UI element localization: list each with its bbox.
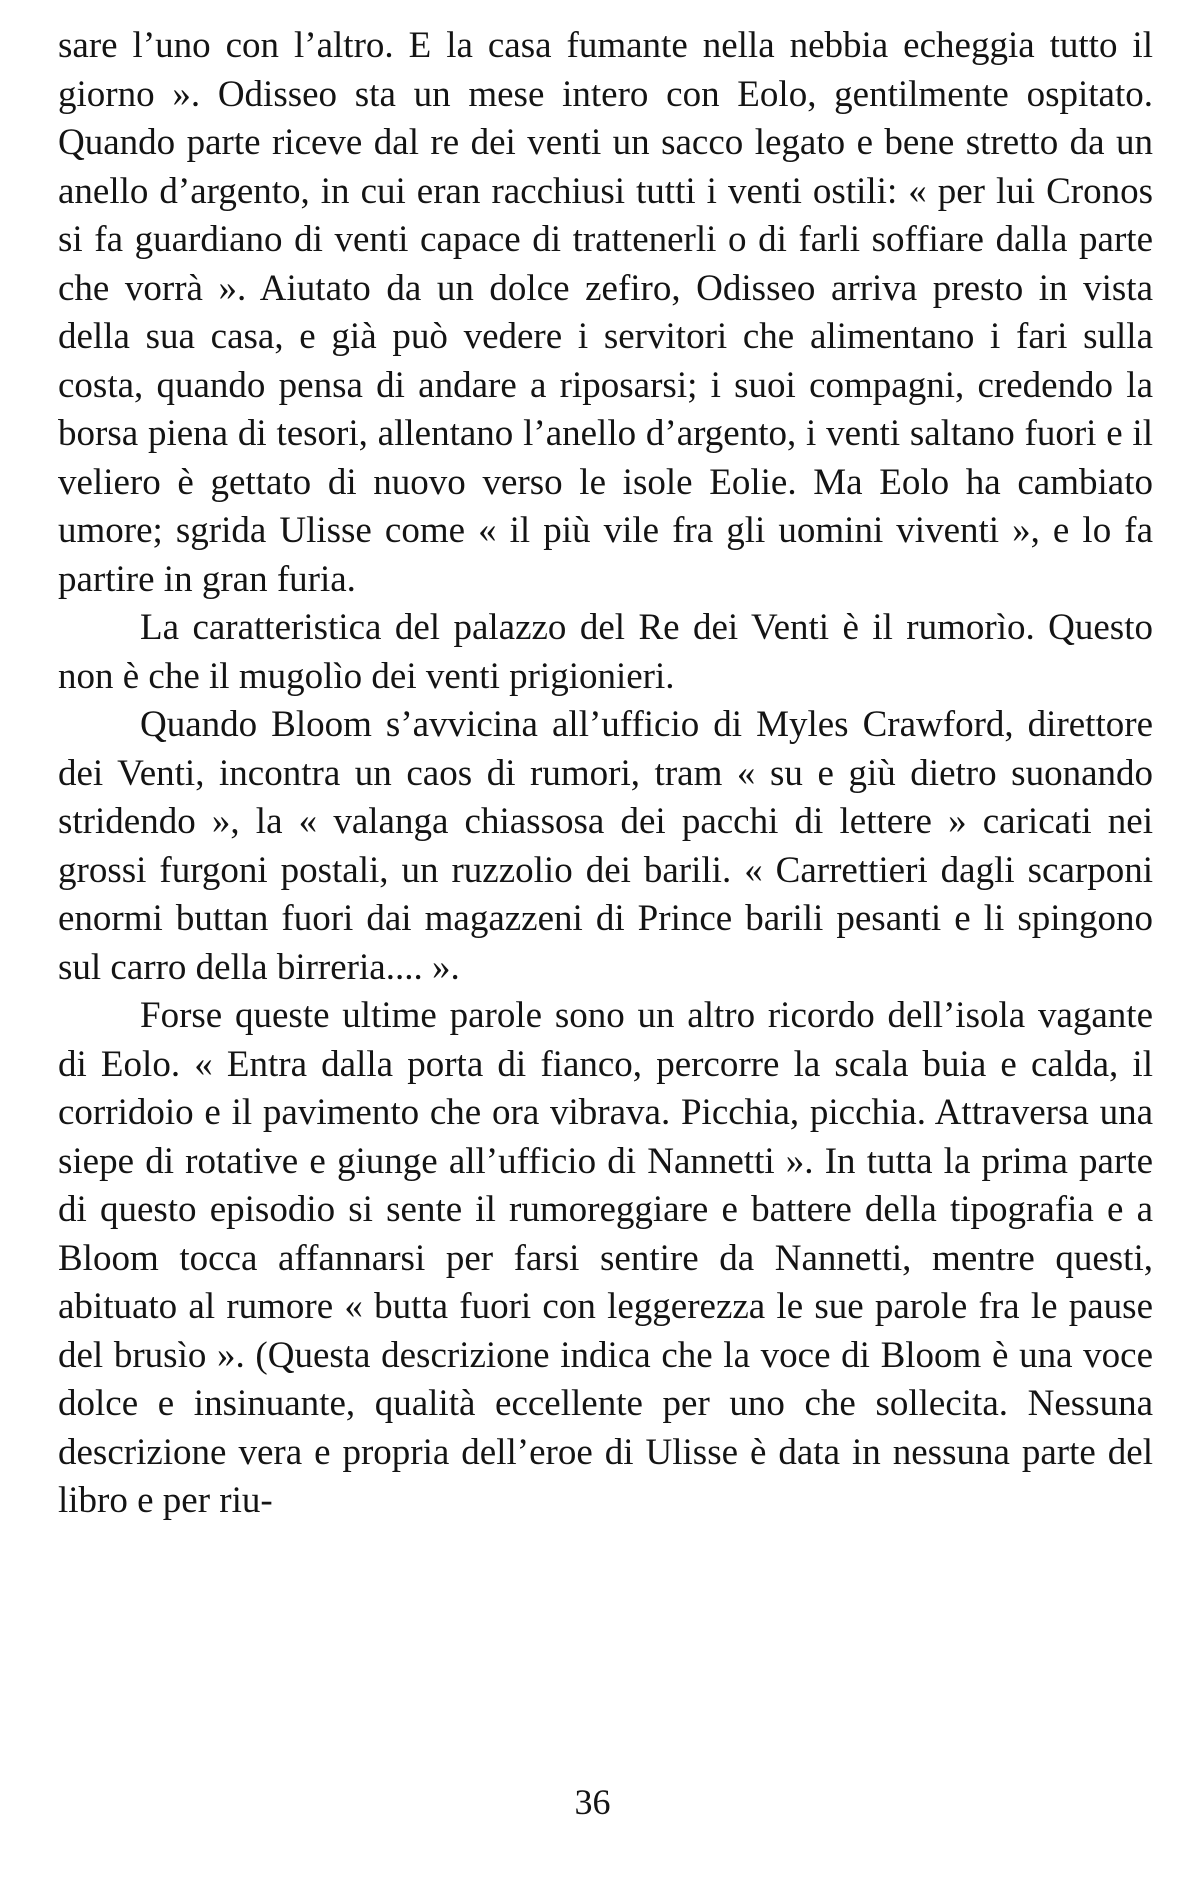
paragraph-4: Forse queste ultime parole sono un altro ricordo dell’isola vagante di Eolo. « Entra dalla porta di fianco, percorre la scala buia e calda, il corridoio e il pavimento che ora vibrava. Picchia, picchia. Attraversa una siepe di rotative e giunge all’ufficio di Nannetti ». In tutta la prima parte di questo episodio si sente il rumoreggiare e battere della tipografia e a Bloom tocca affannarsi per farsi sentire da Nannetti, mentre questi, abituato al rumore « butta fuori con leggerezza le sue parole fra le pause del brusìo ». (Questa descrizione indica che la voce di Bloom è una voce dolce e insinuante, qualità eccellente per uno che sollecita. Nessuna descrizione vera e propria dell’eroe di Ulisse è data in nessuna parte del libro e per riu- <box>58 995 1153 1521</box>
paragraph-3: Quando Bloom s’avvicina all’ufficio di Myles Crawford, direttore dei Venti, incontra un caos di rumori, tram « su e giù dietro suonando stridendo », la « valanga chiassosa dei pacchi di lettere » caricati nei grossi furgoni postali, un ruzzolio dei barili. « Carrettieri dagli scarponi enormi buttan fuori dai magazzeni di Prince barili pesanti e li spingono sul carro della birreria.... ». <box>58 704 1153 988</box>
paragraph-1: sare l’uno con l’altro. E la casa fumante nella nebbia echeggia tutto il giorno ». Odisseo sta un mese intero con Eolo, gentilmente ospitato. Quando parte riceve dal re dei venti un sacco legato e bene stretto da un anello d’argento, in cui eran racchiusi tutti i venti ostili: « per lui Cronos si fa guardiano di venti capace di trattenerli o di farli soffiare dalla parte che vorrà ». Aiutato da un dolce zefiro, Odisseo arriva presto in vista della sua casa, e già può vedere i servitori che alimentano i fari sulla costa, quando pensa di andare a riposarsi; i suoi compagni, credendo la borsa piena di tesori, allentano l’anello d’argento, i venti saltano fuori e il veliero è gettato di nuovo verso le isole Eolie. Ma Eolo ha cambiato umore; sgrida Ulisse come « il più vile fra gli uomini viventi », e lo fa partire in gran furia. <box>58 25 1153 600</box>
paragraph-2: La caratteristica del palazzo del Re dei Venti è il rumorìo. Questo non è che il mugolìo dei venti prigionieri. <box>58 607 1153 697</box>
body-text <box>58 22 1153 1526</box>
page-number: 36 <box>574 1782 611 1822</box>
